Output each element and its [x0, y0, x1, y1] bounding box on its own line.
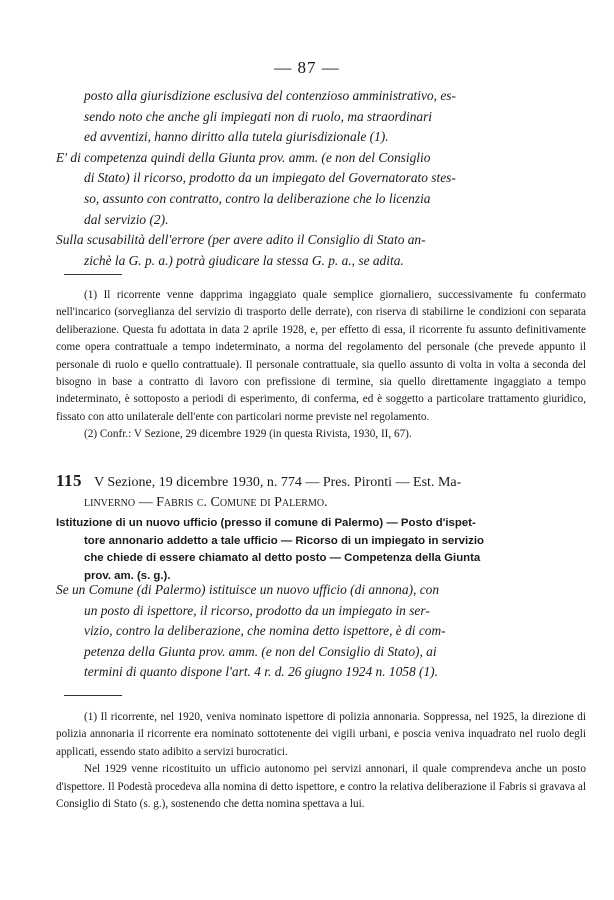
massima-line: Sulla scusabilità dell'errore (per avere adito il Consiglio di Stato an- [56, 232, 426, 248]
footnote-separator [64, 274, 122, 275]
topic-line: Istituzione di un nuovo ufficio (presso il comune di Palermo) — Posto d'ispet- [56, 517, 476, 529]
massima-line: Se un Comune (di Palermo) istituisce un nuovo ufficio (di annona), con [56, 582, 440, 597]
massima-line: sendo noto che anche gli impiegati non di ruolo, ma straordinari [84, 108, 433, 124]
massima-line: E' di competenza quindi della Giunta prov. amm. (e non del Consiglio [56, 149, 431, 165]
footnotes-second [56, 709, 586, 813]
footnote: (2) Confr.: V Sezione, 29 dicembre 1929 (in questa Rivista, 1930, II, 67). [84, 428, 412, 441]
case-header-line [56, 471, 586, 493]
footnote: (1) Il ricorrente venne dapprima ingaggiato quale semplice giornaliero, successivamente fu confermato nell'incarico (sorveglianza del servizio di trasporto delle derrate), con riserva di stabilirne le condizioni con separata deliberazione. Questa fu adottata in data 2 aprile 1928, e, per effetto di essa, il ricorrente fu assunto definitivamente come opera contrattuale a tempo indeterminato, a norma del regolamento del personale (che prevede appunto il personale di ruolo e quello contrattuale). Il personale contrattuale, sia quello assunto di volta in volta a seconda del bisogno in base a contratto di lavoro con prefissione di termine, sia quello direttamente ingaggiato a tempo indeterminato, è sottoposto a periodi di esperimento, di conferma, ed è soggetto a particolare trattamento giuridico, fissato con atto unilaterale dell'ente con particolari norme previste nel regolamento. [56, 289, 586, 423]
case-header-line: linverno — Fabris c. Comune di Palermo. [84, 495, 328, 510]
massima-line: ed avventizi, hanno diritto alla tutela giurisdizionale (1). [84, 129, 389, 145]
massima-line: so, assunto con contratto, contro la deliberazione che lo licenzia [84, 190, 431, 206]
massima-line: posto alla giurisdizione esclusiva del contenzioso amministrativo, es- [84, 88, 456, 103]
massima-line: zichè la G. p. a.) potrà giudicare la stessa G. p. a., se adita. [84, 252, 404, 268]
case-topic [56, 515, 586, 585]
topic-line: che chiede di essere chiamato al detto posto — Competenza della Giunta [84, 552, 481, 565]
case-number: 115 [56, 471, 83, 490]
page-number: — 87 — [274, 58, 340, 77]
massima-line: petenza della Giunta prov. amm. (e non del Consiglio di Stato), ai [84, 643, 437, 659]
topic-line: tore annonario addetto a tale ufficio — Ricorso di un impiegato in servizio [84, 534, 484, 547]
topic-line: prov. am. (s. g.). [84, 569, 171, 582]
footnote-separator [64, 695, 122, 696]
massima-line: dal servizio (2). [84, 211, 169, 227]
massima-second [56, 580, 586, 683]
massima-line: termini di quanto dispone l'art. 4 r. d. 26 giugno 1924 n. 1058 (1). [84, 664, 438, 680]
case-header [56, 471, 586, 513]
massima-first [56, 86, 586, 271]
case-header-text: V Sezione, 19 dicembre 1930, n. 774 — Pres. Pironti — Est. Ma- [94, 475, 462, 490]
footnote: (1) Il ricorrente, nel 1920, veniva nominato ispettore di polizia annonaria. Soppressa, nel 1925, la direzione di polizia annonaria il ricorrente era nominato sottotenente dei vigili urbani, e poscia veniva inquadrato nel ruolo degli applicati, essendo stato adibito a servizi burocratici. [56, 711, 586, 758]
massima-line: vizio, contro la deliberazione, che nomina detto ispettore, è di com- [84, 623, 446, 639]
massima-line: di Stato) il ricorso, prodotto da un impiegato del Governatorato stes- [84, 170, 456, 186]
footnotes-first [56, 287, 586, 444]
footnote: Nel 1929 venne ricostituito un ufficio autonomo pei servizi annonari, il quale comprendeva anche un posto d'ispettore. Il Podestà procedeva alla nomina di detto ispettore, e contro la relativa deliberazione il Fabris si gravava al Consiglio di Stato (s. g.), sostenendo che detta nomina spettava a lui. [56, 763, 586, 811]
massima-line: un posto di ispettore, il ricorso, prodotto da un impiegato in ser- [84, 602, 430, 618]
